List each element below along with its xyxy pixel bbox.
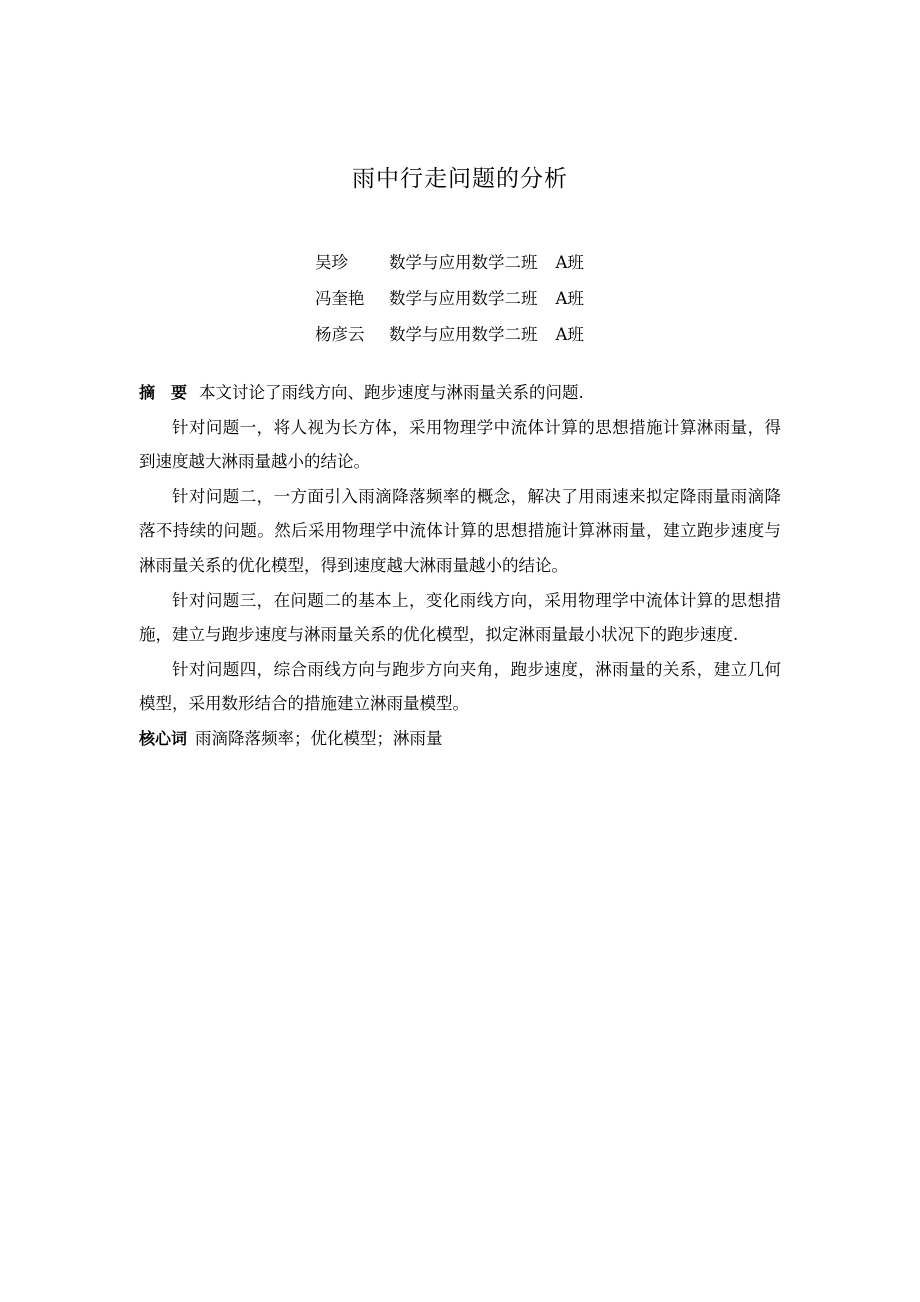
abstract-paragraph: 针对问题一，将人视为长方体，采用物理学中流体计算的思想措施计算淋雨量，得到速度越大淋雨量越小的结论。	[139, 417, 781, 472]
author-dept: 数学与应用数学二班	[389, 289, 538, 308]
author-class: A班	[555, 253, 584, 272]
abstract-label: 摘 要	[139, 383, 188, 402]
abstract-paragraph: 针对问题二，一方面引入雨滴降落频率的概念，解决了用雨速来拟定降雨量雨滴降落不持续的问题。然后采用物理学中流体计算的思想措施计算淋雨量，建立跑步速度与淋雨量关系的优化模型，得到速度越大淋雨量越小的结论。	[139, 486, 781, 575]
paper-title: 雨中行走问题的分析	[352, 166, 568, 192]
abstract-intro: 本文讨论了雨线方向、跑步速度与淋雨量关系的问题.	[199, 383, 584, 402]
abstract-paragraph: 针对问题四，综合雨线方向与跑步方向夹角，跑步速度，淋雨量的关系，建立几何模型，采用数形结合的措施建立淋雨量模型。	[139, 659, 781, 714]
author-dept: 数学与应用数学二班	[389, 325, 538, 344]
author-name: 冯奎艳	[315, 289, 365, 308]
abstract-section	[139, 376, 781, 757]
author-row	[315, 317, 584, 353]
keywords-line	[139, 722, 781, 757]
author-name: 吴珍	[315, 253, 348, 272]
author-list	[315, 245, 584, 353]
keywords-label: 核心词	[139, 728, 188, 748]
abstract-intro-line	[139, 376, 781, 411]
author-class: A班	[555, 325, 584, 344]
keywords-text: 雨滴降落频率；优化模型；淋雨量	[195, 728, 443, 748]
author-row	[315, 281, 584, 317]
author-dept: 数学与应用数学二班	[389, 253, 538, 272]
author-name: 杨彦云	[315, 325, 365, 344]
author-class: A班	[555, 289, 584, 308]
abstract-paragraph: 针对问题三，在问题二的基本上，变化雨线方向，采用物理学中流体计算的思想措施，建立与跑步速度与淋雨量关系的优化模型，拟定淋雨量最小状况下的跑步速度.	[139, 590, 781, 645]
author-row	[315, 245, 584, 281]
